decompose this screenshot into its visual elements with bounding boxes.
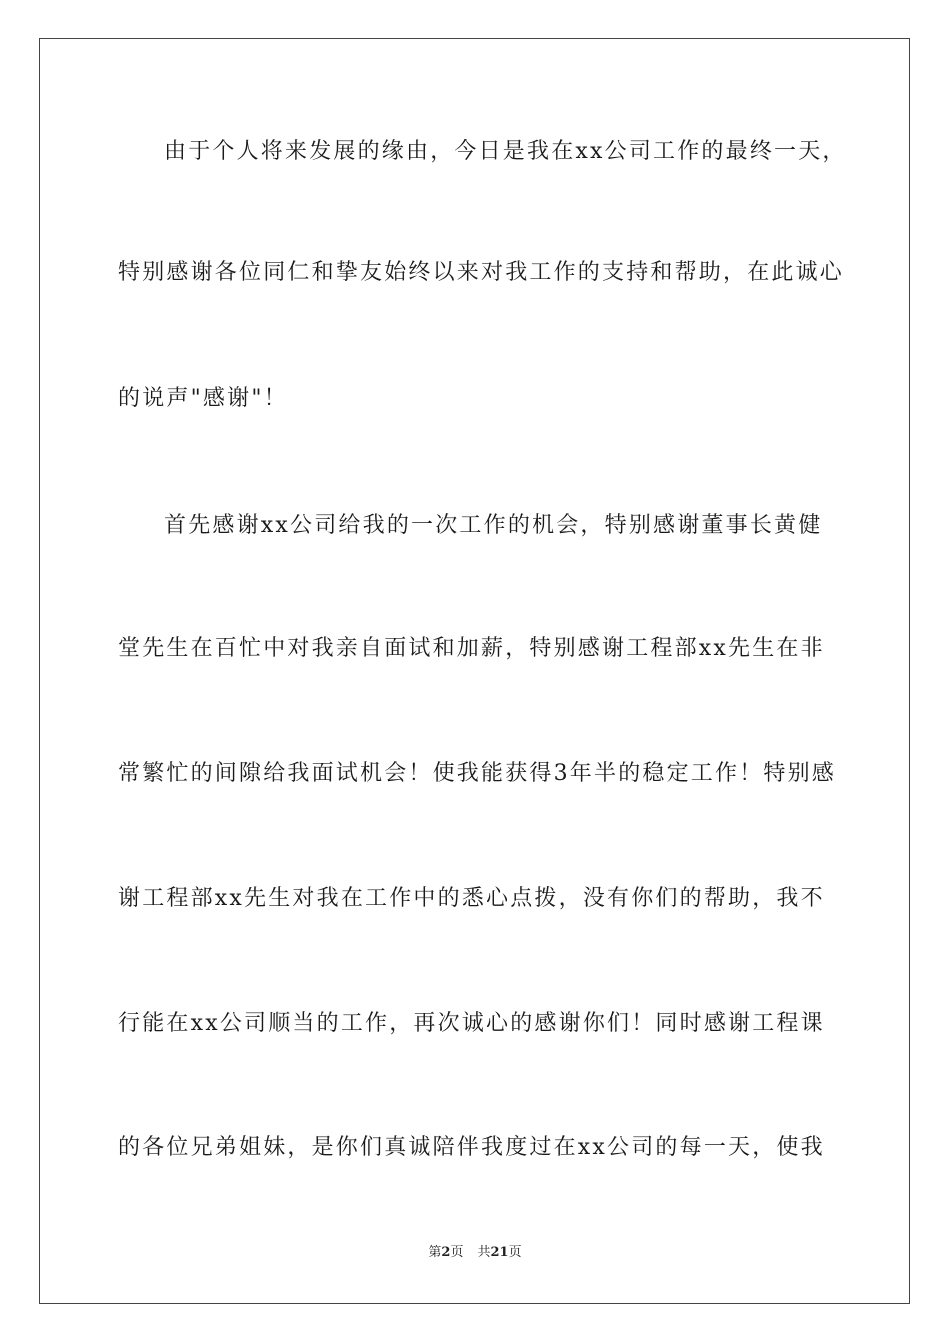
paragraph-2-line-1: 首先感谢xx公司给我的一次工作的机会，特别感谢董事长黄健 — [164, 513, 823, 538]
paragraph-2-line-6: 的各位兄弟姐妹，是你们真诚陪伴我度过在xx公司的每一天，使我 — [118, 1135, 825, 1160]
footer-total-suffix: 页 — [508, 1245, 522, 1260]
paragraph-2-line-3: 常繁忙的间隙给我面试机会！使我能获得3年半的稳定工作！特别感 — [118, 761, 836, 786]
page-frame — [39, 38, 910, 1304]
page-footer — [0, 1245, 950, 1261]
footer-page-prefix: 第 — [428, 1245, 442, 1260]
footer-page-suffix: 页 — [450, 1245, 464, 1260]
paragraph-2-line-5: 行能在xx公司顺当的工作，再次诚心的感谢你们！同时感谢工程课 — [118, 1011, 825, 1036]
footer-total-prefix: 共 — [477, 1245, 491, 1260]
paragraph-2-line-4: 谢工程部xx先生对我在工作中的悉心点拨，没有你们的帮助，我不 — [118, 886, 825, 911]
paragraph-2-line-2: 堂先生在百忙中对我亲自面试和加薪，特别感谢工程部xx先生在非 — [118, 636, 825, 661]
footer-total-number: 21 — [490, 1245, 509, 1260]
paragraph-1-line-3: 的说声"感谢"！ — [118, 386, 288, 411]
footer-page-number: 2 — [441, 1245, 451, 1260]
paragraph-1-line-1: 由于个人将来发展的缘由，今日是我在xx公司工作的最终一天， — [164, 139, 847, 164]
paragraph-1-line-2: 特别感谢各位同仁和挚友始终以来对我工作的支持和帮助，在此诚心 — [118, 260, 845, 285]
